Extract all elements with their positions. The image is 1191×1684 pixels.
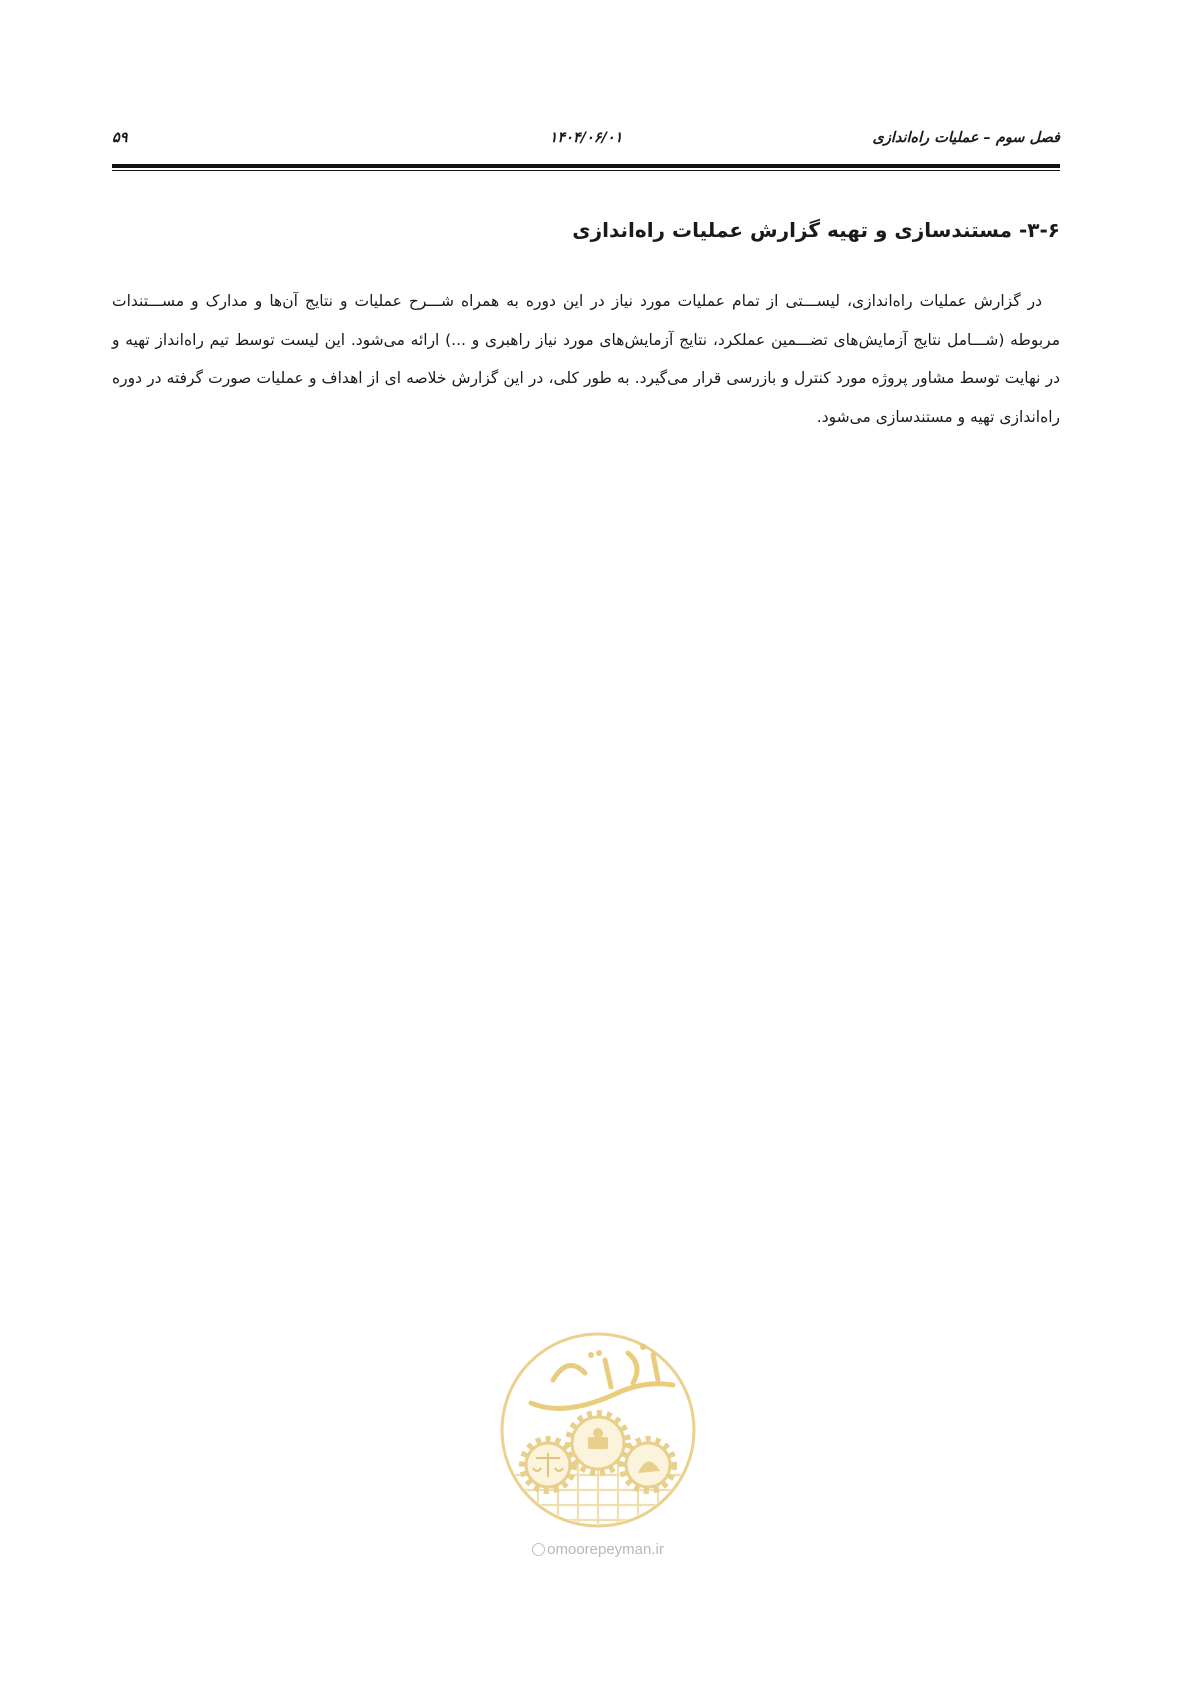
page-number: ۵۹ — [112, 130, 128, 146]
section-paragraph — [112, 282, 1060, 436]
section-heading: ۳-۶- مستندسازی و تهیه گزارش عملیات راه‌اندازی — [572, 218, 1060, 242]
header-divider-thin — [112, 170, 1060, 171]
paragraph-text: در گزارش عملیات راه‌اندازی، لیســـتی از تمام عملیات مورد نیاز در این دوره به همراه شـــرح عملیات و نتایج آن‌ها و مدارک و مســـتندات مربوطه (شـــامل نتایج آزمایش‌های تضـــمین عملکرد، نتایج آزمایش‌های مورد نیاز راهبری و ...) ارائه می‌شود. این لیست توسط تیم راه‌انداز تهیه و در نهایت توسط مشاور پروژه مورد کنترل و بازرسی قرار می‌گیرد. به طور کلی، در این گزارش خلاصه ای از اهداف و عملیات صورت گرفته در دوره راه‌اندازی تهیه و مستندسازی می‌شود. — [112, 292, 1060, 426]
header-date: ۱۴۰۴/۰۶/۰۱ — [549, 130, 623, 146]
page-header — [112, 128, 1060, 158]
globe-icon — [532, 1543, 545, 1556]
watermark-logo — [493, 1325, 703, 1565]
header-divider-thick — [112, 164, 1060, 168]
watermark-url — [493, 1541, 703, 1558]
watermark-seal-icon — [493, 1325, 703, 1540]
watermark-url-text: omoorepeyman.ir — [547, 1541, 664, 1558]
chapter-title: فصل سوم – عملیات راه‌اندازی — [872, 130, 1060, 146]
